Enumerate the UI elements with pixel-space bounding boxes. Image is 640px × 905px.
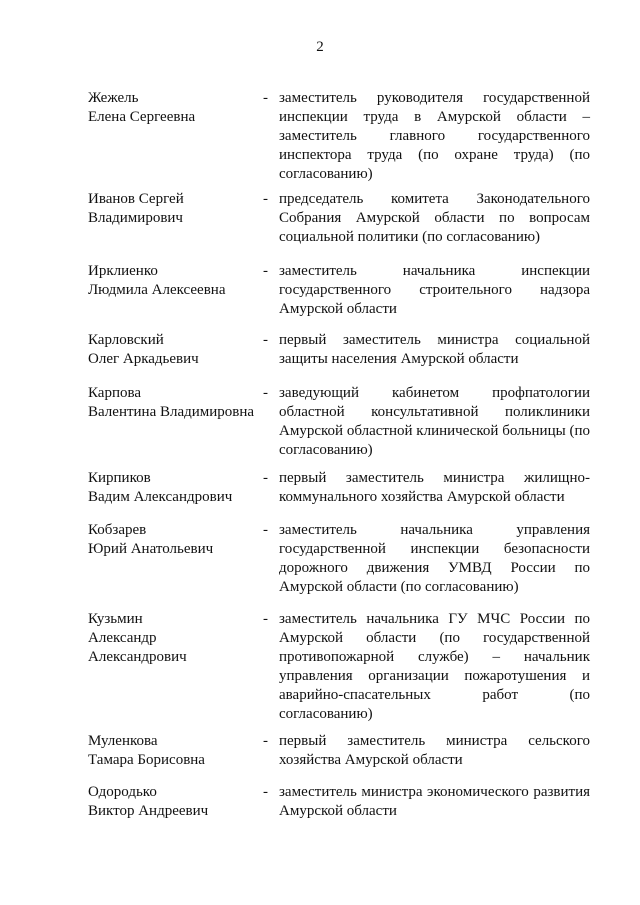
member-name: Ирклиенко Людмила Алексеевна — [88, 263, 226, 298]
entry-dash: - — [263, 470, 268, 486]
entry-dash: - — [263, 611, 268, 627]
member-name: Кирпиков Вадим Александрович — [88, 470, 233, 505]
member-name: Иванов Сергей Владимирович — [88, 191, 184, 226]
entry-dash: - — [263, 385, 268, 401]
member-position: заведующий кабинетом профпатологии областной консультативной поликлиники Амурской областной клинической больницы (по согласованию) — [279, 385, 590, 458]
entry-dash: - — [263, 263, 268, 279]
member-name: Карловский Олег Аркадьевич — [88, 332, 199, 367]
member-position: заместитель министра экономического развития Амурской области — [279, 784, 590, 819]
member-name: Муленкова Тамара Борисовна — [88, 733, 205, 768]
entry-dash: - — [263, 522, 268, 538]
entry-dash: - — [263, 191, 268, 207]
page-number: 2 — [316, 39, 324, 55]
member-name: Кобзарев Юрий Анатольевич — [88, 522, 214, 557]
member-name: Карпова Валентина Владимировна — [88, 385, 255, 420]
entry-dash: - — [263, 90, 268, 106]
member-position: первый заместитель министра жилищно-коммунального хозяйства Амурской области — [279, 470, 590, 505]
member-position: заместитель начальника инспекции государственного строительного надзора Амурской области — [279, 263, 590, 317]
member-name: Кузьмин Александр Александрович — [88, 611, 187, 665]
member-position: заместитель начальника управления государственной инспекции безопасности дорожного движения УМВД России по Амурской области (по согласованию) — [279, 522, 590, 595]
entry-dash: - — [263, 332, 268, 348]
member-position: председатель комитета Законодательного Собрания Амурской области по вопросам социальной политики (по согласованию) — [279, 191, 590, 245]
member-position: первый заместитель министра сельского хозяйства Амурской области — [279, 733, 590, 768]
member-position: заместитель начальника ГУ МЧС России по Амурской области (по государственной противопожарной службе) – начальник управления организации пожаротушения и аварийно-спасательных работ (по согласованию) — [279, 611, 590, 722]
entry-dash: - — [263, 733, 268, 749]
member-position: заместитель руководителя государственной инспекции труда в Амурской области – заместитель главного государственного инспектора труда (по охране труда) (по согласованию) — [279, 90, 590, 182]
member-name: Одородько Виктор Андреевич — [88, 784, 209, 819]
member-name: Жежель Елена Сергеевна — [88, 90, 196, 125]
member-position: первый заместитель министра социальной защиты населения Амурской области — [279, 332, 590, 367]
entry-dash: - — [263, 784, 268, 800]
